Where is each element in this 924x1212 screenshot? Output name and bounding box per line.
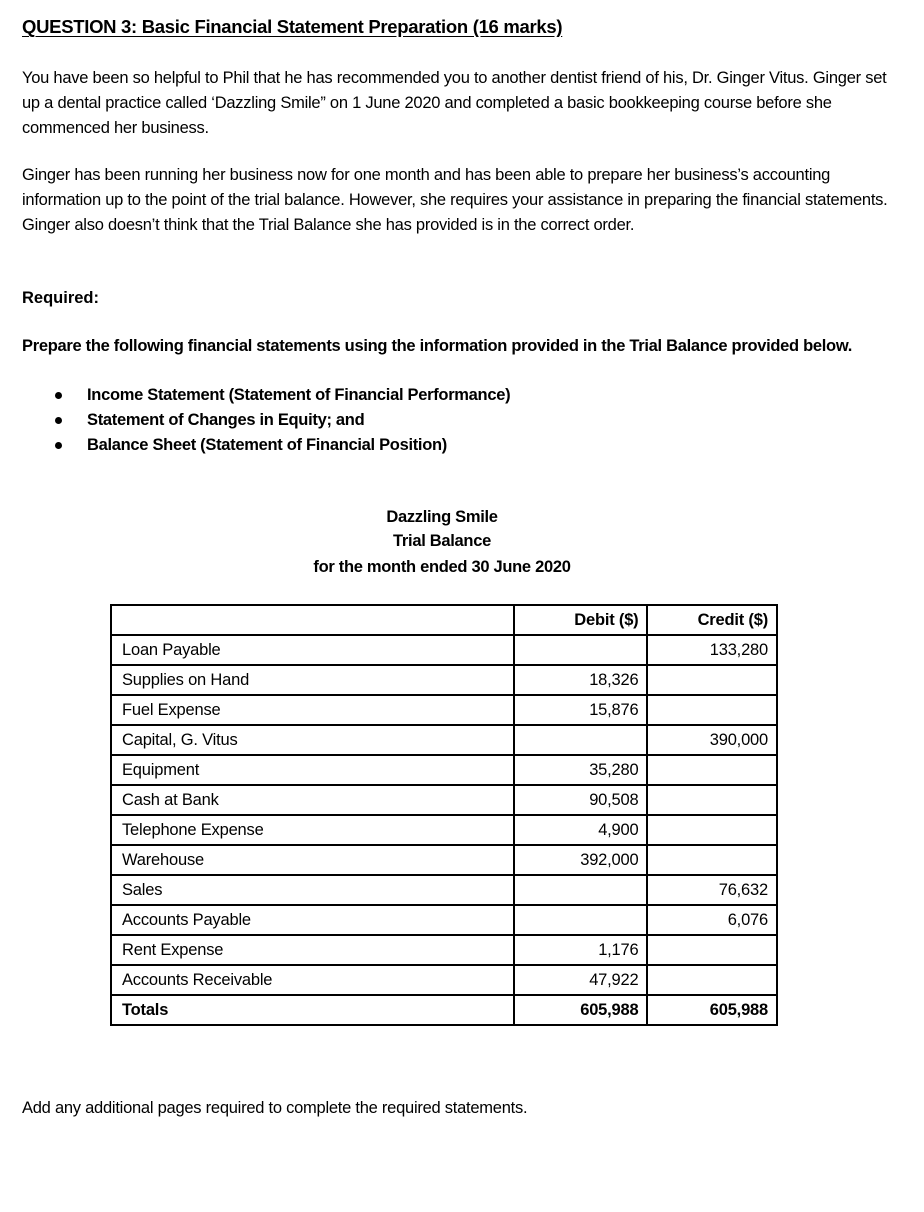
debit-cell: 18,326 <box>514 665 647 695</box>
debit-cell: 90,508 <box>514 785 647 815</box>
statement-title: Trial Balance <box>393 532 491 550</box>
table-row <box>111 905 777 935</box>
list-item <box>22 433 510 458</box>
required-label: Required: <box>22 289 100 307</box>
debit-cell: 392,000 <box>514 845 647 875</box>
credit-cell <box>647 965 777 995</box>
bullet-icon <box>55 392 62 399</box>
account-cell: Accounts Receivable <box>111 965 514 995</box>
account-cell: Equipment <box>111 755 514 785</box>
table-row <box>111 845 777 875</box>
bullet-icon <box>55 417 62 424</box>
table-row <box>111 785 777 815</box>
credit-cell: 6,076 <box>647 905 777 935</box>
debit-cell <box>514 725 647 755</box>
credit-cell <box>647 845 777 875</box>
credit-cell: 76,632 <box>647 875 777 905</box>
header-debit: Debit ($) <box>514 605 647 635</box>
debit-cell: 4,900 <box>514 815 647 845</box>
entity-name: Dazzling Smile <box>386 508 498 526</box>
debit-cell: 15,876 <box>514 695 647 725</box>
totals-debit: 605,988 <box>514 995 647 1025</box>
account-cell: Fuel Expense <box>111 695 514 725</box>
account-cell: Accounts Payable <box>111 905 514 935</box>
credit-cell: 133,280 <box>647 635 777 665</box>
instruction-text: Prepare the following financial statements using the information provided in the Trial Balance provided below. <box>22 337 853 355</box>
list-item <box>22 383 510 408</box>
totals-label: Totals <box>111 995 514 1025</box>
list-item <box>22 408 510 433</box>
debit-cell: 35,280 <box>514 755 647 785</box>
table-row <box>111 815 777 845</box>
header-credit: Credit ($) <box>647 605 777 635</box>
account-cell: Supplies on Hand <box>111 665 514 695</box>
required-statements-list <box>22 383 510 458</box>
debit-cell <box>514 635 647 665</box>
debit-cell: 1,176 <box>514 935 647 965</box>
footer-note: Add any additional pages required to complete the required statements. <box>22 1099 528 1117</box>
credit-cell <box>647 935 777 965</box>
credit-cell <box>647 695 777 725</box>
credit-cell <box>647 755 777 785</box>
credit-cell: 390,000 <box>647 725 777 755</box>
totals-row <box>111 995 777 1025</box>
table-row <box>111 635 777 665</box>
intro-paragraph: You have been so helpful to Phil that he has recommended you to another dentist friend of his, Dr. Ginger Vitus. Ginger set up a dental practice called ‘Dazzling Smile” on 1 June 2020 and completed a basic bookkeeping course before she commenced her business. <box>22 69 887 137</box>
debit-cell <box>514 905 647 935</box>
credit-cell <box>647 665 777 695</box>
table-row <box>111 755 777 785</box>
bullet-icon <box>55 442 62 449</box>
account-cell: Cash at Bank <box>111 785 514 815</box>
debit-cell <box>514 875 647 905</box>
account-cell: Warehouse <box>111 845 514 875</box>
header-account <box>111 605 514 635</box>
table-row <box>111 965 777 995</box>
table-row <box>111 695 777 725</box>
list-item-label: Income Statement (Statement of Financial Performance) <box>87 386 511 404</box>
table-row <box>111 935 777 965</box>
trial-balance-table <box>110 604 778 1026</box>
context-paragraph: Ginger has been running her business now for one month and has been able to prepare her business’s accounting information up to the point of the trial balance. However, she requires your assistance in preparing the financial statements. Ginger also doesn’t think that the Trial Balance she has provided is in the correct order. <box>22 166 888 234</box>
table-header-row <box>111 605 777 635</box>
table-row <box>111 665 777 695</box>
account-cell: Sales <box>111 875 514 905</box>
list-item-label: Balance Sheet (Statement of Financial Position) <box>87 436 447 454</box>
credit-cell <box>647 815 777 845</box>
credit-cell <box>647 785 777 815</box>
list-item-label: Statement of Changes in Equity; and <box>87 411 365 429</box>
account-cell: Telephone Expense <box>111 815 514 845</box>
question-title: QUESTION 3: Basic Financial Statement Preparation (16 marks) <box>22 16 563 37</box>
table-row <box>111 875 777 905</box>
debit-cell: 47,922 <box>514 965 647 995</box>
statement-period: for the month ended 30 June 2020 <box>313 558 571 576</box>
table-row <box>111 725 777 755</box>
account-cell: Loan Payable <box>111 635 514 665</box>
totals-credit: 605,988 <box>647 995 777 1025</box>
account-cell: Rent Expense <box>111 935 514 965</box>
account-cell: Capital, G. Vitus <box>111 725 514 755</box>
